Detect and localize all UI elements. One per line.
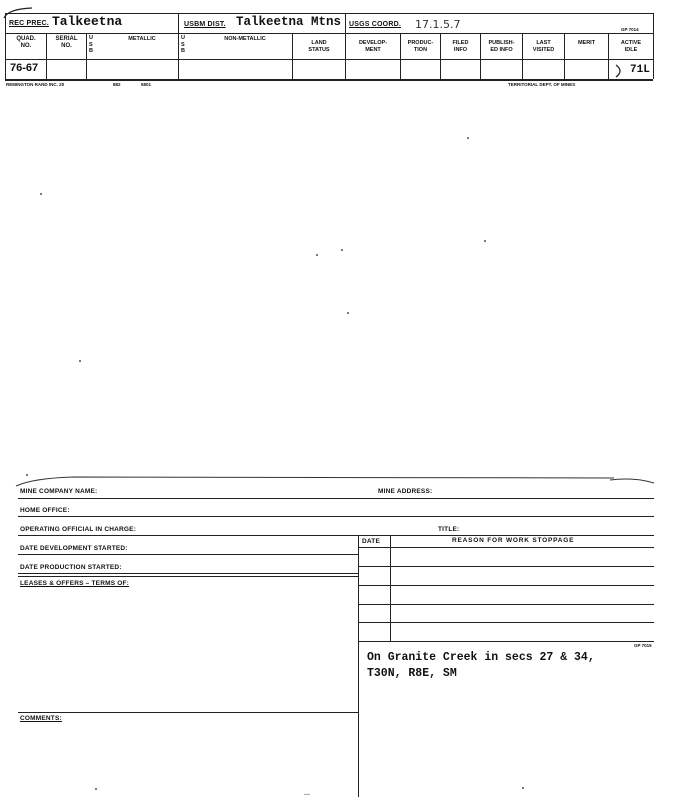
- usbm-dist-value: Talkeetna Mtns: [236, 15, 342, 29]
- home-office-label: HOME OFFICE:: [20, 507, 70, 514]
- page-dots: ...: [304, 790, 310, 797]
- location-line-2: T30N, R8E, SM: [367, 667, 457, 680]
- filed-info-header: FILED INFO: [452, 40, 469, 53]
- printer-imprint: REMINGTON RAND INC. 20: [6, 82, 65, 87]
- usbm-dist-label: USBM DIST.: [184, 21, 226, 28]
- printer-number-2: 5801: [141, 82, 152, 87]
- date-development-started-label: DATE DEVELOPMENT STARTED:: [20, 545, 128, 552]
- date-column-header: DATE: [362, 538, 381, 545]
- form-number-top: GP 7014: [621, 27, 639, 32]
- department-imprint: TERRITORIAL DEPT. OF MINES: [508, 82, 576, 87]
- usb-mark-nonmetallic: U S B: [181, 35, 185, 54]
- serial-no-header: SERIAL NO.: [55, 36, 78, 49]
- leases-offers-label: LEASES & OFFERS – TERMS OF:: [20, 580, 130, 587]
- last-visited-header: LAST VISITED: [532, 40, 555, 53]
- usgs-coord-label: USGS COORD.: [349, 21, 401, 28]
- operating-official-label: OPERATING OFFICIAL IN CHARGE:: [20, 526, 137, 533]
- active-idle-header: ACTIVE IDLE: [620, 40, 642, 53]
- development-header: DEVELOP- MENT: [358, 40, 388, 53]
- comments-label: COMMENTS:: [20, 715, 62, 722]
- printer-number-1: 882: [113, 82, 121, 87]
- location-line-1: On Granite Creek in secs 27 & 34,: [367, 651, 595, 664]
- non-metallic-header: NON-METALLIC: [224, 36, 266, 42]
- rec-prec-label: REC PREC.: [9, 20, 49, 27]
- rec-prec-value: Talkeetna: [52, 14, 123, 29]
- metallic-header: METALLIC: [128, 36, 156, 42]
- production-header: PRODUC- TION: [407, 40, 434, 53]
- card-corner-mark: [2, 6, 42, 20]
- merit-header: MERIT: [577, 40, 596, 46]
- date-production-started-label: DATE PRODUCTION STARTED:: [20, 564, 122, 571]
- mine-address-label: MINE ADDRESS:: [378, 488, 433, 495]
- form-number-bottom: GP 7015: [634, 643, 652, 648]
- usb-mark-metallic: U S B: [89, 35, 93, 54]
- reason-work-stoppage-header: REASON FOR WORK STOPPAGE: [452, 537, 575, 544]
- quad-number-value: 76-67: [10, 62, 39, 74]
- usgs-coord-value: 17.1.5.7: [415, 18, 461, 31]
- land-status-header: LAND STATUS: [308, 40, 330, 53]
- handwritten-check-mark: [612, 63, 628, 79]
- published-info-header: PUBLISH- ED INFO: [488, 40, 515, 53]
- active-idle-value: 71L: [630, 64, 650, 76]
- title-label: TITLE:: [438, 526, 460, 533]
- card-top-edge: [14, 474, 662, 494]
- mine-company-name-label: MINE COMPANY NAME:: [20, 488, 98, 495]
- quad-no-header: QUAD. NO.: [16, 36, 36, 49]
